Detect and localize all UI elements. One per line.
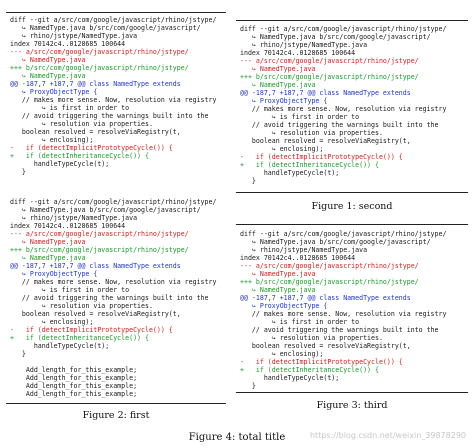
code-line: ↪ rhino/jstype/NamedType.java xyxy=(10,32,138,40)
code-line: - if (detectImplicitPrototypeCycle()) { xyxy=(10,326,173,334)
code-line: // makes more sense. Now, resolution via registry xyxy=(240,105,447,113)
code-line: // makes more sense. Now, resolution via registry xyxy=(10,278,217,286)
code-line: ↪ resolution via properties. xyxy=(240,129,383,137)
code-line: ↪ NamedType.java b/src/com/google/javascript/ xyxy=(10,206,201,214)
code-line: ↪ NamedType.java b/src/com/google/javascript/ xyxy=(10,24,201,32)
code-line: + if (detectInheritanceCycle()) { xyxy=(240,161,379,169)
figure-first-extra xyxy=(10,366,224,398)
figure-second-bottom-rule xyxy=(236,192,468,193)
code-line: } xyxy=(240,177,256,185)
code-line: handleTypeCycle(t); xyxy=(240,169,340,177)
code-line: +++ b/src/com/google/javascript/rhino/jstype/ xyxy=(10,246,189,254)
code-line: + if (detectInheritanceCycle()) { xyxy=(10,152,149,160)
code-line: ↪ is first in order to xyxy=(10,104,130,112)
code-line: @@ -187,7 +187,7 @@ class NamedType extends xyxy=(10,80,181,88)
code-line: // avoid triggering the warnings built into the xyxy=(10,294,209,302)
figure-second xyxy=(236,20,468,220)
code-line: ↪ enclosing); xyxy=(10,318,94,326)
code-line: ↪ NamedType.java xyxy=(10,72,86,80)
code-line: --- a/src/com/google/javascript/rhino/jstype/ xyxy=(240,262,419,270)
code-line: ↪ NamedType.java b/src/com/google/javascript/ xyxy=(240,238,431,246)
code-line: handleTypeCycle(t); xyxy=(10,160,110,168)
code-line: + if (detectInheritanceCycle()) { xyxy=(10,334,149,342)
figure-first xyxy=(6,12,226,421)
code-line: ↪ NamedType.java xyxy=(10,238,86,246)
code-line: diff --git a/src/com/google/javascript/rhino/jstype/ xyxy=(10,198,217,206)
code-line: boolean resolved = resolveViaRegistry(t, xyxy=(240,342,411,350)
figure-second-top-rule xyxy=(236,20,468,21)
figure-first-code-bottom xyxy=(10,198,224,358)
code-line: --- a/src/com/google/javascript/rhino/jstype/ xyxy=(240,57,419,65)
code-line: ↪ rhino/jstype/NamedType.java xyxy=(10,214,138,222)
code-line: - if (detectImplicitPrototypeCycle()) { xyxy=(10,144,173,152)
code-line: Add_length_for_this_example; xyxy=(10,382,138,390)
watermark: https://blog.csdn.net/weixin_39878290 xyxy=(309,431,466,440)
code-line: diff --git a/src/com/google/javascript/rhino/jstype/ xyxy=(240,230,447,238)
code-line: + if (detectInheritanceCycle()) { xyxy=(240,366,379,374)
code-line: ↪ rhino/jstype/NamedType.java xyxy=(240,41,368,49)
code-line: diff --git a/src/com/google/javascript/rhino/jstype/ xyxy=(240,25,447,33)
figure-third xyxy=(236,224,468,414)
code-line: boolean resolved = resolveViaRegistry(t, xyxy=(240,137,411,145)
code-line: index 70142c4..0128685 100644 xyxy=(240,49,356,57)
code-line: // avoid triggering the warnings built into the xyxy=(240,326,439,334)
figure-first-bottom-rule xyxy=(6,403,226,404)
figure-third-bottom-rule xyxy=(236,392,468,393)
code-line: --- a/src/com/google/javascript/rhino/jstype/ xyxy=(10,230,189,238)
code-line: ↪ ProxyObjectType { xyxy=(10,270,98,278)
figure-first-code-top xyxy=(10,16,224,176)
code-line: --- a/src/com/google/javascript/rhino/jstype/ xyxy=(10,48,189,56)
code-line: - if (detectImplicitPrototypeCycle()) { xyxy=(240,153,403,161)
code-line: ↪ NamedType.java xyxy=(240,65,316,73)
code-line: +++ b/src/com/google/javascript/rhino/jstype/ xyxy=(240,73,419,81)
code-line: Add_length_for_this_example; xyxy=(10,374,138,382)
code-line: ↪ ProxyObjectType { xyxy=(240,97,328,105)
code-line: ↪ resolution via properties. xyxy=(240,334,383,342)
code-line: - if (detectImplicitPrototypeCycle()) { xyxy=(240,358,403,366)
code-line: ↪ NamedType.java xyxy=(10,56,86,64)
code-line: handleTypeCycle(t); xyxy=(240,374,340,382)
code-line: ↪ resolution via properties. xyxy=(10,120,153,128)
code-line: // avoid triggering the warnings built into the xyxy=(10,112,209,120)
code-line: ↪ ProxyObjectType { xyxy=(240,302,328,310)
code-line: ↪ enclosing); xyxy=(240,350,324,358)
code-line: ↪ rhino/jstype/NamedType.java xyxy=(240,246,368,254)
code-line: ↪ NamedType.java xyxy=(240,286,316,294)
code-line: diff --git a/src/com/google/javascript/rhino/jstype/ xyxy=(10,16,217,24)
figure-third-caption: Figure 3: third xyxy=(316,400,388,411)
code-line: index 70142c4..0128685 100644 xyxy=(10,40,126,48)
code-line: index 70142c4..0128685 100644 xyxy=(240,254,356,262)
figure-second-caption: Figure 1: second xyxy=(311,201,393,212)
code-line: ↪ NamedType.java b/src/com/google/javascript/ xyxy=(240,33,431,41)
code-line: boolean resolved = resolveViaRegistry(t, xyxy=(10,128,181,136)
code-line: ↪ NamedType.java xyxy=(240,81,316,89)
code-line: ↪ NamedType.java xyxy=(240,270,316,278)
code-line: boolean resolved = resolveViaRegistry(t, xyxy=(10,310,181,318)
code-line: ↪ resolution via properties. xyxy=(10,302,153,310)
code-line: ↪ enclosing); xyxy=(240,145,324,153)
code-line: } xyxy=(10,350,26,358)
figure-second-code xyxy=(240,25,466,185)
code-line: // avoid triggering the warnings built into the xyxy=(240,121,439,129)
code-line: @@ -187,7 +187,7 @@ class NamedType extends xyxy=(10,262,181,270)
code-line: Add_length_for_this_example; xyxy=(10,390,138,398)
code-line: ↪ is first in order to xyxy=(240,318,360,326)
code-line: } xyxy=(240,382,256,390)
figure-first-top-rule xyxy=(6,12,226,13)
code-line: Add_length_for_this_example; xyxy=(10,366,138,374)
figure-first-caption: Figure 2: first xyxy=(82,410,150,421)
code-line: @@ -187,7 +187,7 @@ class NamedType extends xyxy=(240,89,411,97)
figure-third-code xyxy=(240,230,466,390)
code-line: ↪ is first in order to xyxy=(10,286,130,294)
code-line: index 70142c4..0128685 100644 xyxy=(10,222,126,230)
total-caption: Figure 4: total title xyxy=(188,432,286,443)
code-line: ↪ is first in order to xyxy=(240,113,360,121)
code-line: ↪ ProxyObjectType { xyxy=(10,88,98,96)
code-line: @@ -187,7 +187,7 @@ class NamedType extends xyxy=(240,294,411,302)
code-line: // makes more sense. Now, resolution via registry xyxy=(10,96,217,104)
code-line: ↪ NamedType.java xyxy=(10,254,86,262)
code-line: handleTypeCycle(t); xyxy=(10,342,110,350)
code-line: +++ b/src/com/google/javascript/rhino/jstype/ xyxy=(10,64,189,72)
figure-third-top-rule xyxy=(236,224,468,225)
code-line: // makes more sense. Now, resolution via registry xyxy=(240,310,447,318)
code-line: +++ b/src/com/google/javascript/rhino/jstype/ xyxy=(240,278,419,286)
code-line: ↪ enclosing); xyxy=(10,136,94,144)
code-line: } xyxy=(10,168,26,176)
